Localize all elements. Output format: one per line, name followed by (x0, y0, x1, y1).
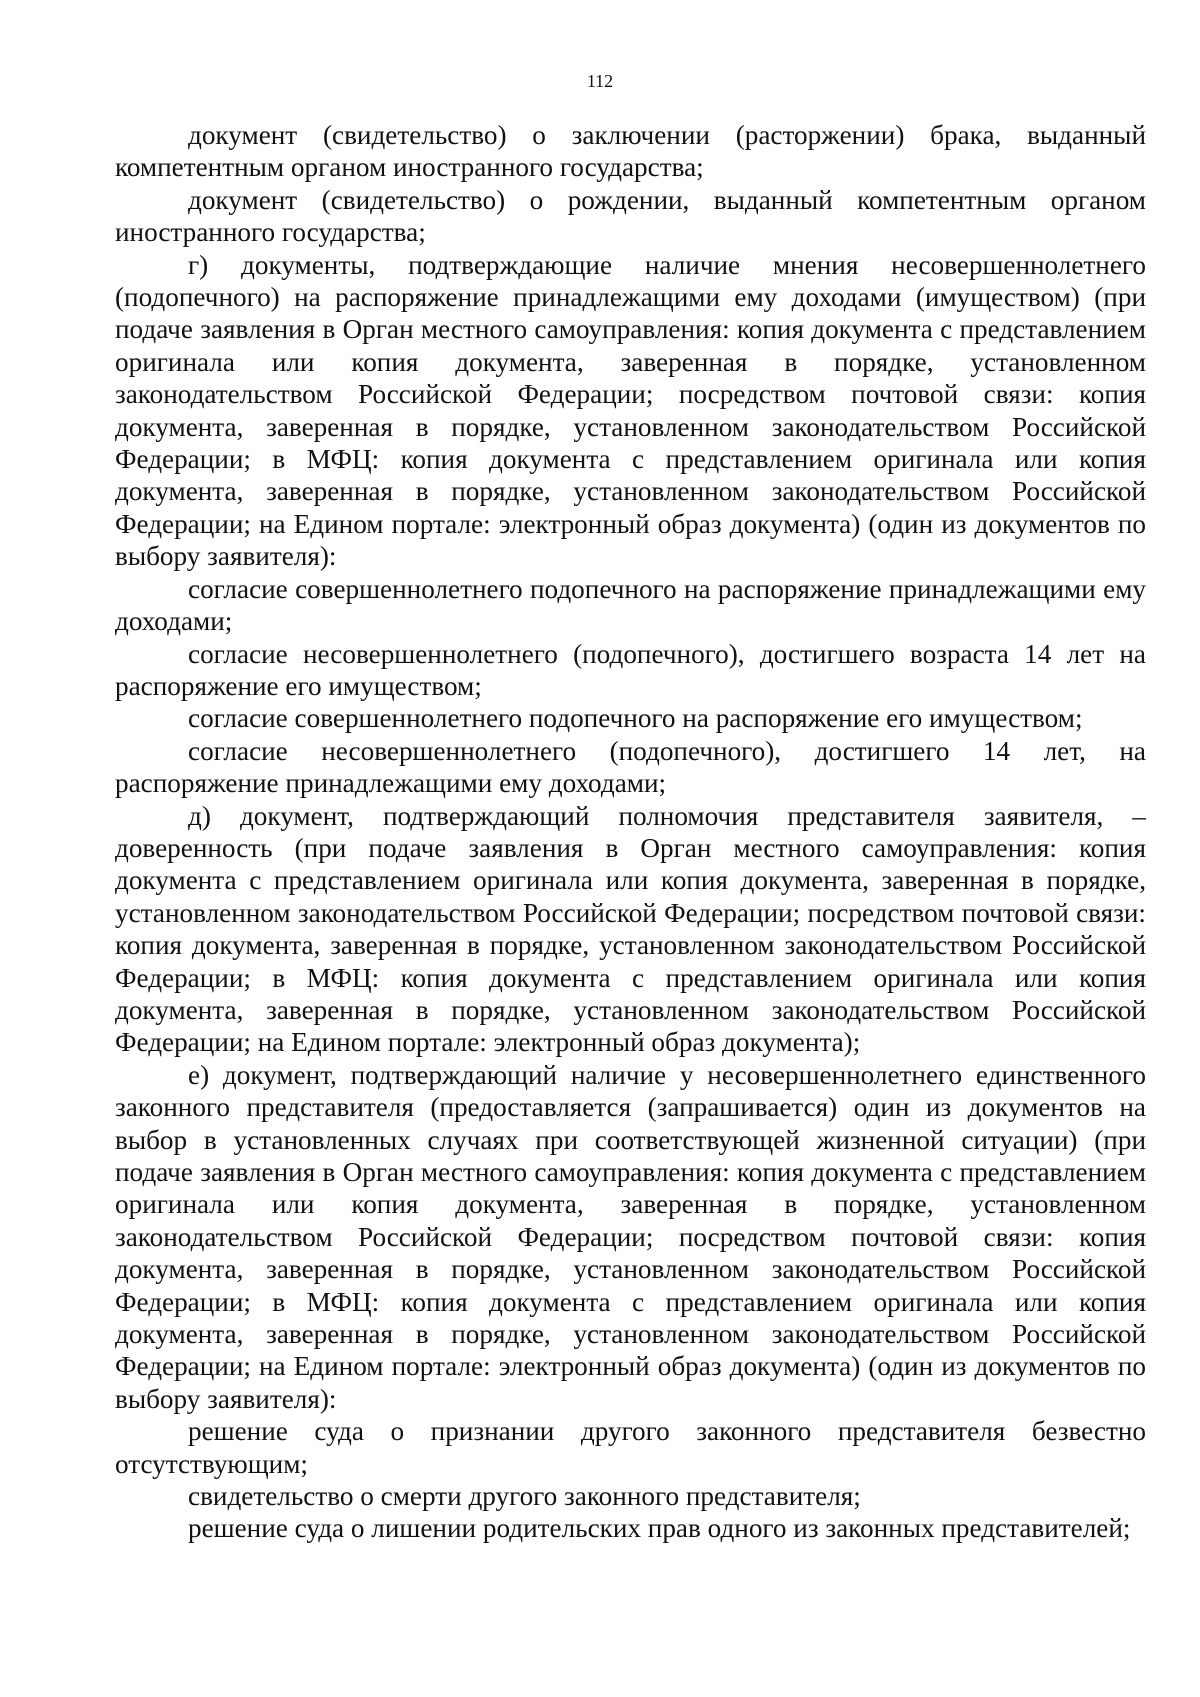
paragraph-birth-certificate: документ (свидетельство) о рождении, выданный компетентным органом иностранного государства; (115, 184, 1146, 248)
paragraph-item-e: е) документ, подтверждающий наличие у несовершеннолетнего единственного законного представителя (предоставляется (запрашивается) один из документов на выбор в установленных случаях при соответствующей жизненной ситуации) (при подаче заявления в Орган местного самоуправления: копия документа с представлением оригинала или копия документа, заверенная в порядке, установленном законодательством Российской Федерации; посредством почтовой связи: копия документа, заверенная в порядке, установленном законодательством Российской Федерации; в МФЦ: копия документа с представлением оригинала или копия документа, заверенная в порядке, установленном законодательством Российской Федерации; на Едином портале: электронный образ документа) (один из документов по выбору заявителя): (115, 1059, 1146, 1414)
paragraph-death-certificate: свидетельство о смерти другого законного представителя; (188, 1481, 861, 1512)
paragraph-consent-adult-income: согласие совершеннолетнего подопечного на распоряжение принадлежащими ему доходами; (115, 573, 1146, 637)
document-body (115, 119, 1146, 1545)
paragraph-court-missing: решение суда о признании другого законного представителя безвестно отсутствующим; (115, 1416, 1146, 1479)
paragraph-consent-minor-income: согласие несовершеннолетнего (подопечного), достигшего 14 лет, на распоряжение принадлежащими ему доходами; (115, 735, 1146, 799)
paragraph-item-d: д) документ, подтверждающий полномочия представителя заявителя, – доверенность (при подаче заявления в Орган местного самоуправления: копия документа с представлением оригинала или копия документа, заверенная в порядке, установленном законодательством Российской Федерации; посредством почтовой связи: копия документа, заверенная в порядке, установленном законодательством Российской Федерации; в МФЦ: копия документа с представлением оригинала или копия документа, заверенная в порядке, установленном законодательством Российской Федерации; на Едином портале: электронный образ документа); (115, 800, 1146, 1058)
paragraph-marriage-certificate: документ (свидетельство) о заключении (расторжении) брака, выданный компетентным органом иностранного государства; (115, 120, 1146, 183)
paragraph-consent-minor-property: согласие несовершеннолетнего (подопечного), достигшего возраста 14 лет на распоряжение его имуществом; (115, 638, 1146, 701)
paragraph-court-deprivation: решение суда о лишении родительских прав одного из законных представителей; (188, 1513, 1131, 1544)
paragraph-consent-adult-property: согласие совершеннолетнего подопечного на распоряжение его имуществом; (188, 703, 1083, 734)
page-number: 112 (586, 71, 614, 91)
paragraph-item-g: г) документы, подтверждающие наличие мнения несовершеннолетнего (подопечного) на распоряжение принадлежащими ему доходами (имуществом) (при подаче заявления в Орган местного самоуправления: копия документа с представлением оригинала или копия документа, заверенная в порядке, установленном законодательством Российской Федерации; посредством почтовой связи: копия документа, заверенная в порядке, установленном законодательством Российской Федерации; в МФЦ: копия документа с представлением оригинала или копия документа, заверенная в порядке, установленном законодательством Российской Федерации; на Едином портале: электронный образ документа) (один из документов по выбору заявителя): (115, 249, 1146, 572)
